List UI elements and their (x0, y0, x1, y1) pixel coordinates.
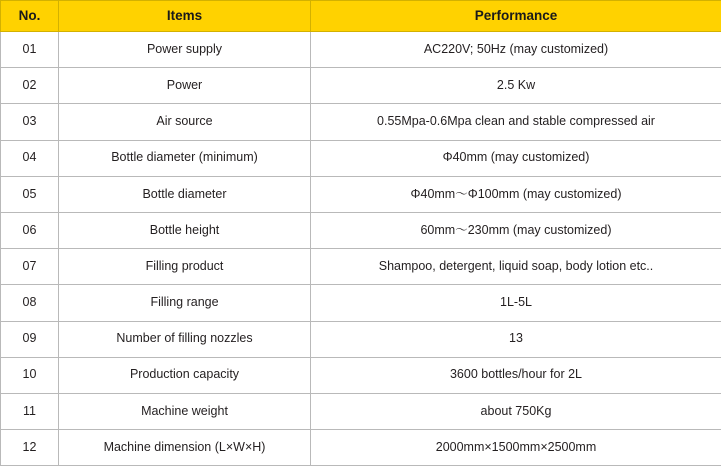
table-header-row (1, 1, 721, 32)
row-item-cell: Machine weight (59, 393, 311, 429)
row-performance-cell: 2000mm×1500mm×2500mm (311, 430, 721, 466)
row-performance-cell: 2.5 Kw (311, 68, 721, 104)
row-performance-cell: 3600 bottles/hour for 2L (311, 357, 721, 393)
row-performance-cell: Shampoo, detergent, liquid soap, body lotion etc.. (311, 249, 721, 285)
row-number-cell: 11 (1, 393, 59, 429)
row-item-cell: Filling range (59, 285, 311, 321)
row-item-cell: Filling product (59, 249, 311, 285)
row-performance-cell: AC220V; 50Hz (may customized) (311, 32, 721, 68)
column-header-items: Items (59, 1, 311, 32)
table-row (1, 176, 721, 212)
row-number-cell: 09 (1, 321, 59, 357)
row-number-cell: 06 (1, 212, 59, 248)
row-item-cell: Production capacity (59, 357, 311, 393)
row-performance-cell: about 750Kg (311, 393, 721, 429)
table-row (1, 393, 721, 429)
row-number-cell: 02 (1, 68, 59, 104)
row-item-cell: Number of filling nozzles (59, 321, 311, 357)
row-item-cell: Power (59, 68, 311, 104)
row-number-cell: 04 (1, 140, 59, 176)
column-header-no: No. (1, 1, 59, 32)
row-number-cell: 05 (1, 176, 59, 212)
row-performance-cell: Φ40mm～Φ100mm (may customized) (311, 176, 721, 212)
row-performance-cell: Φ40mm (may customized) (311, 140, 721, 176)
row-number-cell: 10 (1, 357, 59, 393)
table-row (1, 430, 721, 466)
row-performance-cell: 0.55Mpa-0.6Mpa clean and stable compressed air (311, 104, 721, 140)
row-number-cell: 01 (1, 32, 59, 68)
table-row (1, 285, 721, 321)
column-header-performance: Performance (311, 1, 721, 32)
row-item-cell: Bottle diameter (59, 176, 311, 212)
row-item-cell: Machine dimension (L×W×H) (59, 430, 311, 466)
row-number-cell: 07 (1, 249, 59, 285)
table-body (1, 32, 721, 466)
table-row (1, 321, 721, 357)
row-performance-cell: 60mm～230mm (may customized) (311, 212, 721, 248)
table-header (1, 1, 721, 32)
row-performance-cell: 13 (311, 321, 721, 357)
table-row (1, 68, 721, 104)
table-row (1, 104, 721, 140)
table-row (1, 249, 721, 285)
table-row (1, 32, 721, 68)
table-row (1, 140, 721, 176)
row-number-cell: 08 (1, 285, 59, 321)
row-item-cell: Bottle diameter (minimum) (59, 140, 311, 176)
row-item-cell: Air source (59, 104, 311, 140)
row-number-cell: 03 (1, 104, 59, 140)
table-row (1, 212, 721, 248)
row-item-cell: Bottle height (59, 212, 311, 248)
row-number-cell: 12 (1, 430, 59, 466)
table-row (1, 357, 721, 393)
row-performance-cell: 1L-5L (311, 285, 721, 321)
row-item-cell: Power supply (59, 32, 311, 68)
